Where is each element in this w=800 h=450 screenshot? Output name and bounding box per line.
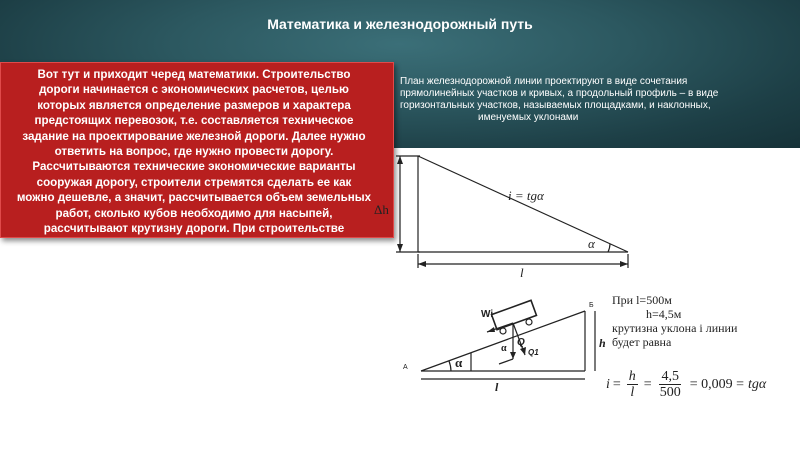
caption-line: прямолинейных участков и кривых, а продольный профиль – в виде [400,88,719,99]
equals-sign: = [612,376,621,392]
wagon-wheel [526,319,532,325]
fraction-denominator: 500 [659,385,681,400]
result-value: = 0,009 = [689,376,744,392]
slope-triangle-diagram [370,150,640,280]
arrowhead [487,327,495,332]
arrow-right [620,261,628,267]
point-b-label: Б [589,302,594,309]
force-q-label: Q [517,337,525,348]
arrow-up [397,156,403,164]
triangle-hypotenuse [418,156,628,252]
given-length-line: При l=500м [612,293,672,307]
wagon-force-label: Wi [481,309,494,320]
slope-formula [606,369,766,400]
wagon-wheel [500,328,506,334]
angle-label: α [588,236,595,251]
description-line: крутизна уклона i линии [612,321,738,335]
height-label: h [599,336,606,350]
fraction-h-over-l [627,369,638,400]
text-line: задание на проектирование железной дороги. Далее нужно [22,129,366,143]
force-slope-component [499,359,513,364]
text-line: рассчитывают крутизну дороги. При строительстве [43,221,345,235]
text-line: Рассчитываются технические экономические варианты [32,160,356,174]
arrowhead [520,347,526,355]
given-height-line: h=4,5м [646,307,682,321]
slope-formula-label: i = tgα [508,188,544,203]
caption-line: именуемых уклонами [478,112,579,123]
slide-title: Математика и железнодорожный путь [267,16,533,32]
length-label: l [520,265,524,280]
text-line: дороги начинается с экономических расчетов, целью [39,83,349,97]
force-q1-label: Q1 [528,348,539,357]
fraction-numerator: h [628,369,636,384]
text-line: ответить на вопрос, где нужно провести дорогу. [54,144,334,158]
red-text-body [1,63,393,236]
wagon-incline-diagram [395,285,610,395]
arrow-left [418,261,426,267]
text-line: предстоящих перевозок, т.е. составляется техническое [34,114,354,128]
text-line: Вот тут и приходит черед математики. Строительство [37,68,351,81]
length-label: l [495,380,499,394]
fraction-denominator: l [630,385,635,400]
text-line: работ, сколько кубов необходимо для насыпей, [55,206,333,220]
description-line: будет равна [612,335,672,349]
arrow-down [397,244,403,252]
angle-inner-label: α [501,343,507,354]
caption-line: горизонтальных участков, называемых площадками, и наклонных, [400,100,711,111]
angle-arc [449,361,451,371]
angle-label: α [455,355,463,370]
text-line: можно дешевле, а значит, рассчитывается объем земельных [16,191,372,205]
point-a-label: А [403,364,408,371]
text-line: сооружая дорогу, строители стремятся сделать ее как [36,175,352,189]
height-label: Δh [374,202,389,217]
caption-line: План железнодорожной линии проектируют в виде сочетания [400,76,688,87]
slope-calculation [606,293,797,400]
formula-variable: i [606,376,610,392]
fraction-numerator: 4,5 [661,369,679,384]
equals-sign: = [643,376,652,392]
fraction-values [658,369,683,400]
angle-arc [608,244,610,252]
arrowhead [510,352,516,359]
text-box-red [0,62,394,238]
text-line: которых является определение размеров и характера [37,98,351,112]
caption-text [400,76,795,124]
result-tangent: tgα [748,376,767,392]
